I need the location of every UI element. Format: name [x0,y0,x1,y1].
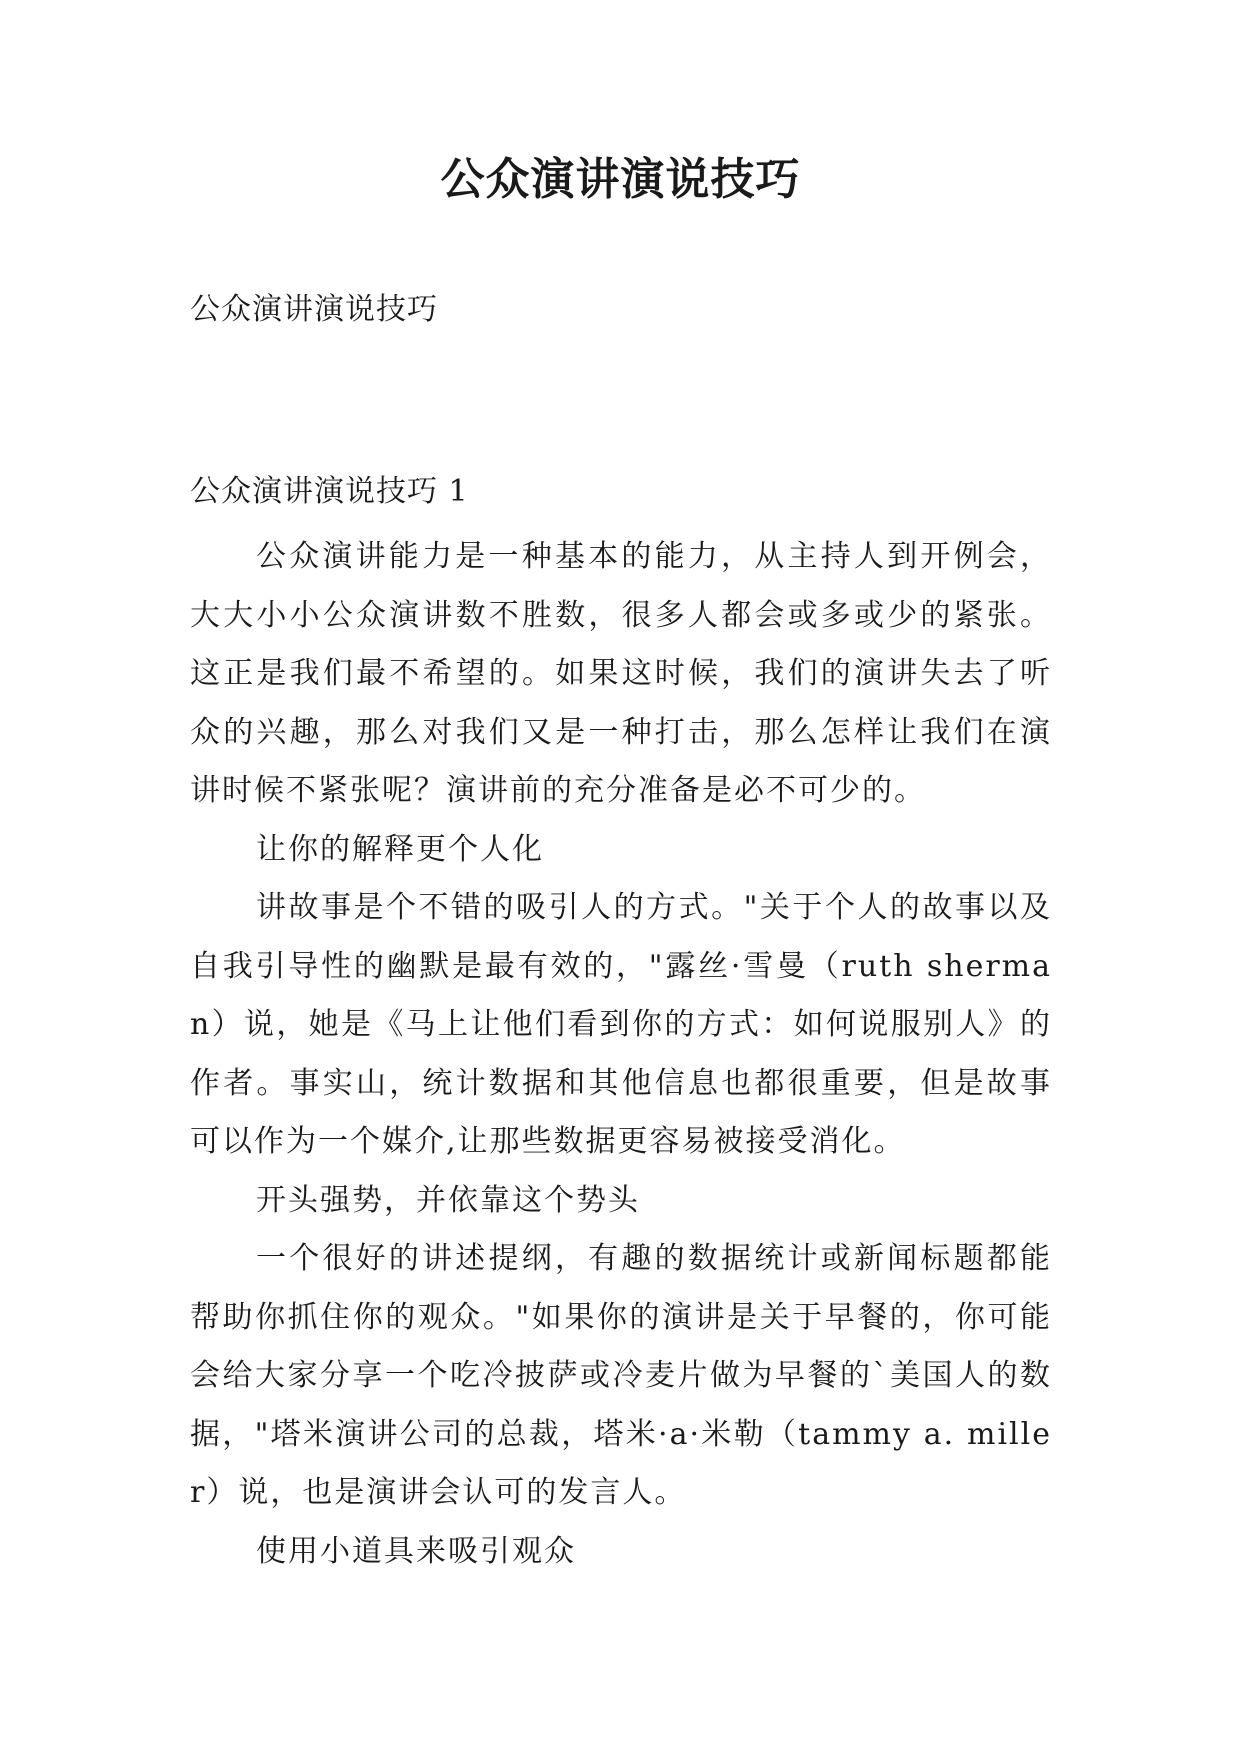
paragraph-intro: 公众演讲能力是一种基本的能力，从主持人到开例会，大大小小公众演讲数不胜数，很多人都会或多或少的紧张。这正是我们最不希望的。如果这时候，我们的演讲失去了听众的兴趣，那么对我们又是一种打击，那么怎样让我们在演讲时候不紧张呢？演讲前的充分准备是必不可少的。 [190,539,1052,808]
paragraph-heading-personalize: 让你的解释更个人化 [256,831,544,867]
document-body [190,528,1052,1581]
document-title: 公众演讲演说技巧 [440,154,801,205]
paragraph-outline: 一个很好的讲述提纲，有趣的数据统计或新闻标题都能帮助你抓住你的观众。"如果你的演讲是关于早餐的，你可能会给大家分享一个吃冷披萨或冷麦片做为早餐的`美国人的数据，"塔米演讲公司的总裁，塔米·a·米勒（tammy a. miller）说，也是演讲会认可的发言人。 [190,1241,1052,1510]
paragraph-storytelling: 讲故事是个不错的吸引人的方式。"关于个人的故事以及自我引导性的幽默是最有效的，"露丝·雪曼（ruth sherman）说，她是《马上让他们看到你的方式：如何说服别人》的作者。事实山，统计数据和其他信息也都很重要，但是故事可以作为一个媒介,让那些数据更容易被接受消化。 [190,890,1052,1159]
paragraph-heading-props: 使用小道具来吸引观众 [256,1533,576,1569]
paragraph-heading-strong-start: 开头强势，并依靠这个势头 [256,1182,640,1218]
document-subtitle: 公众演讲演说技巧 [190,292,438,327]
section-heading: 公众演讲演说技巧 1 [190,474,469,509]
